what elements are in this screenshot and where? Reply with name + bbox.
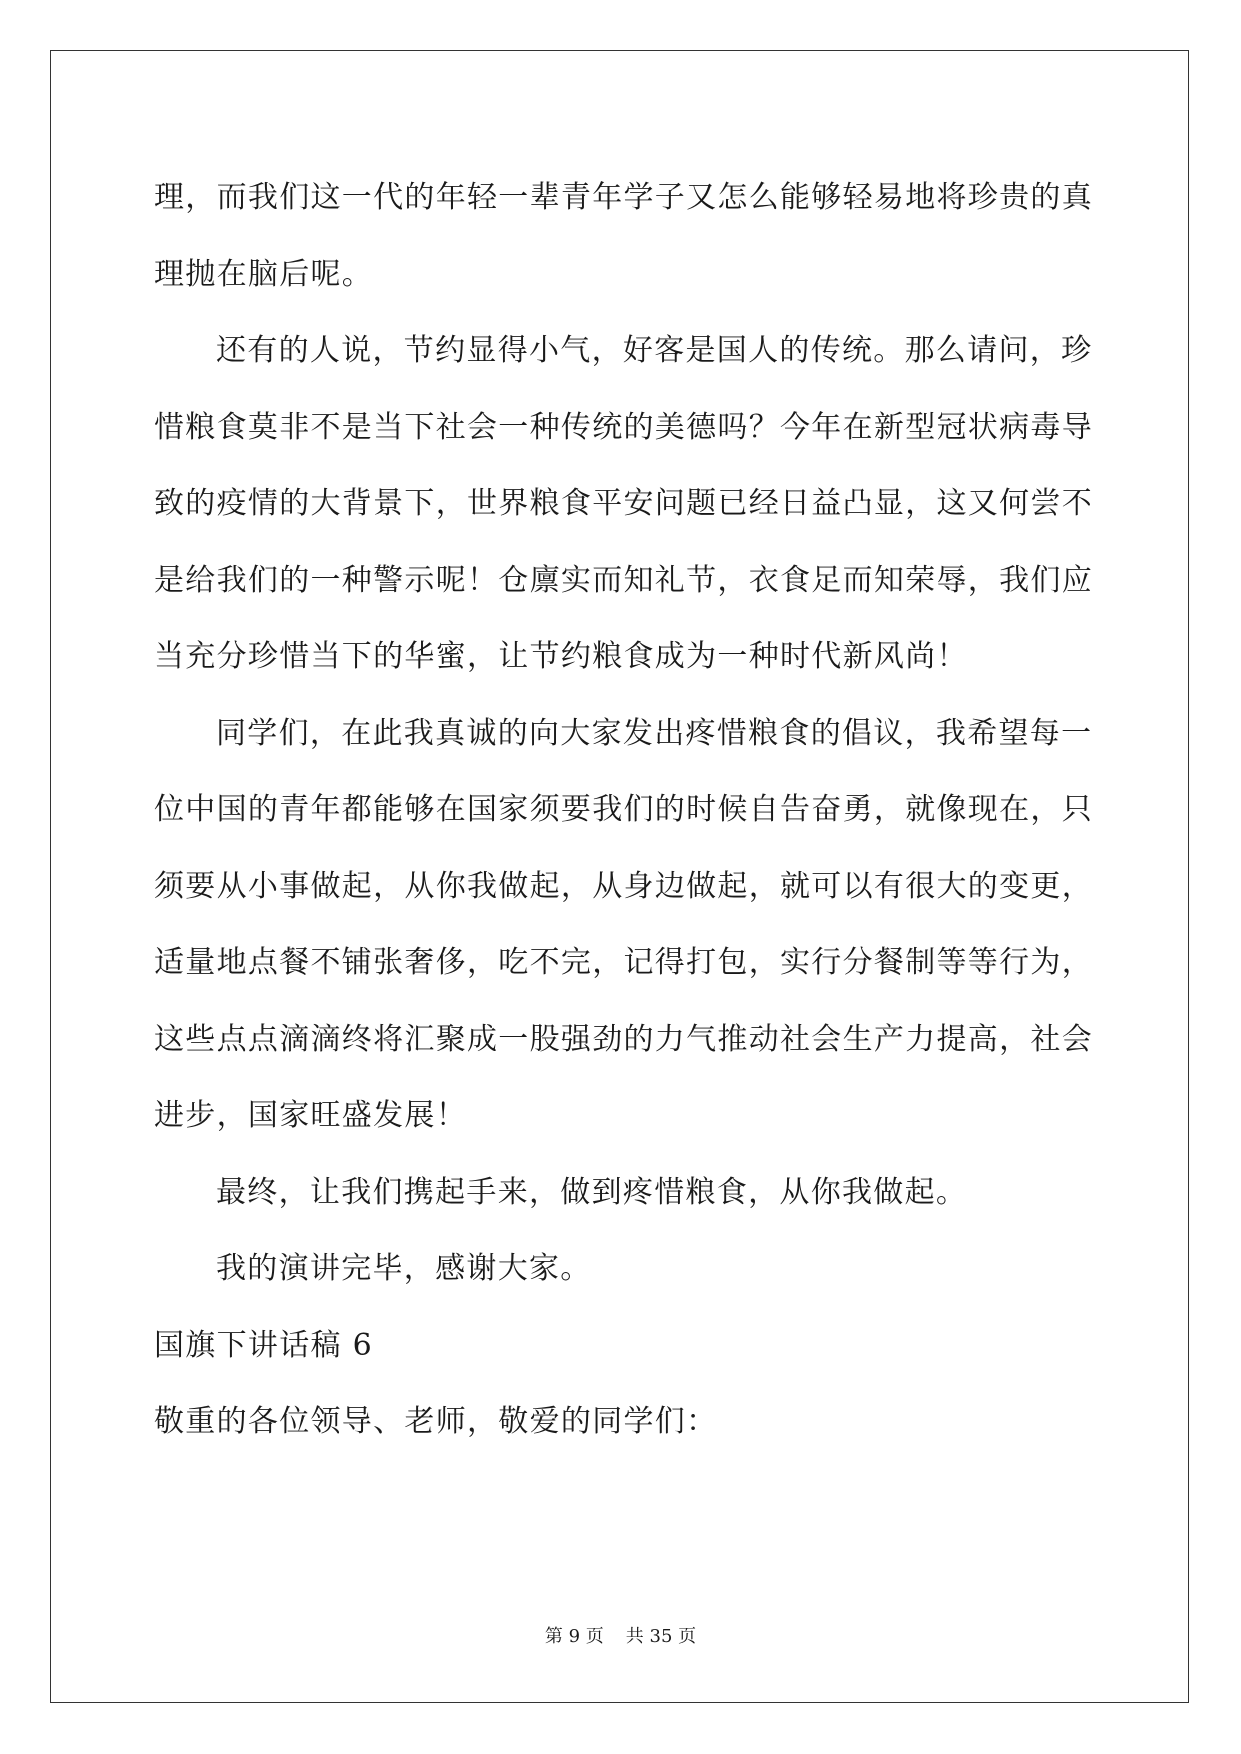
text-line: 位中国的青年都能够在国家须要我们的时候自告奋勇，就像现在，只 — [154, 792, 1093, 827]
page-footer — [0, 1625, 1241, 1649]
page-total: 共 35 页 — [625, 1626, 697, 1647]
text-line: 理抛在脑后呢。 — [154, 256, 374, 292]
text-line: 理，而我们这一代的年轻一辈青年学子又怎么能够轻易地将珍贵的真 — [154, 180, 1093, 215]
text-line: 致的疫情的大背景下，世界粮食平安问题已经日益凸显，这又何尝不 — [154, 486, 1093, 521]
text-line: 这些点点滴滴终将汇聚成一股强劲的力气推动社会生产力提高，社会 — [154, 1021, 1093, 1057]
paragraph-continuation — [154, 160, 1093, 313]
text-line: 须要从小事做起，从你我做起，从身边做起，就可以有很大的变更， — [154, 868, 1093, 904]
document-body — [154, 160, 1093, 1461]
text-line: 进步，国家旺盛发展！ — [154, 1098, 467, 1133]
page-number: 第 9 页 — [544, 1626, 604, 1647]
text-line: 还有的人说，节约显得小气，好客是国人的传统。那么请问，珍 — [216, 333, 1093, 368]
text-line: 最终，让我们携起手来，做到疼惜粮食，从你我做起。 — [216, 1174, 968, 1210]
paragraph-thanks — [154, 1231, 1089, 1308]
text-line: 同学们，在此我真诚的向大家发出疼惜粮食的倡议，我希望每一 — [216, 715, 1093, 751]
text-line: 是给我们的一种警示呢！仓廪实而知礼节，衣食足而知荣辱，我们应 — [154, 562, 1093, 598]
paragraph-tradition — [154, 313, 1093, 696]
paragraph-proposal — [154, 696, 1093, 1155]
text-line: 适量地点餐不铺张奢侈，吃不完，记得打包，实行分餐制等等行为， — [154, 945, 1093, 980]
section-heading: 国旗下讲话稿 6 — [154, 1327, 374, 1363]
text-line: 当充分珍惜当下的华蜜，让节约粮食成为一种时代新风尚！ — [154, 639, 968, 674]
text-line: 惜粮食莫非不是当下社会一种传统的美德吗？今年在新型冠状病毒导 — [154, 409, 1093, 445]
salutation: 敬重的各位领导、老师，敬爱的同学们： — [154, 1404, 718, 1439]
paragraph-closing — [154, 1155, 1089, 1232]
text-line: 我的演讲完毕，感谢大家。 — [216, 1251, 592, 1286]
